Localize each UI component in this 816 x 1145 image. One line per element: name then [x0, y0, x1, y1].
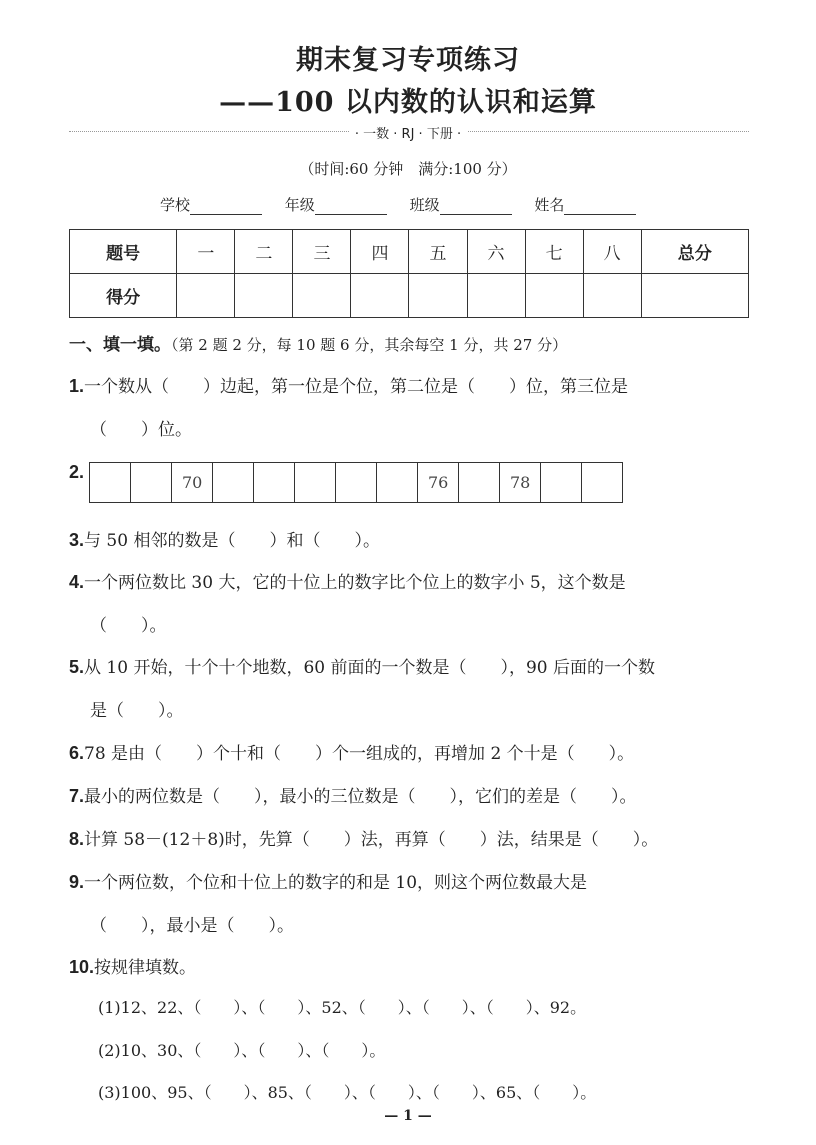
question-line	[69, 825, 658, 850]
question-text: 是（ ）。	[90, 701, 184, 721]
page-title: 期末复习专项练习	[296, 45, 520, 76]
question-line	[69, 868, 587, 893]
sequence-cell[interactable]	[459, 463, 500, 503]
score-header-cell: 一	[177, 230, 235, 274]
field-school[interactable]: 学校	[160, 194, 262, 215]
score-cell[interactable]	[641, 274, 748, 318]
question-number: 10.	[69, 957, 95, 977]
sequence-cell[interactable]	[295, 463, 336, 503]
question-text: 一个两位数比 30 大，它的十位上的数字比个位上的数字小 5，这个数是	[84, 573, 626, 593]
field-class[interactable]: 班级	[410, 194, 512, 215]
question-number: 6.	[69, 743, 85, 763]
question-line	[90, 911, 294, 936]
score-cell[interactable]	[467, 274, 525, 318]
score-row	[70, 274, 749, 318]
question-text: 一个数从（ ）边起，第一位是个位，第二位是（ ）位，第三位是	[84, 377, 629, 397]
question-number: 7.	[69, 786, 85, 806]
score-header-cell: 五	[409, 230, 467, 274]
score-cell[interactable]	[177, 274, 235, 318]
score-header-cell: 四	[351, 230, 409, 274]
score-row-label: 得分	[70, 274, 177, 318]
score-header-cell: 题号	[70, 230, 177, 274]
score-cell[interactable]	[525, 274, 583, 318]
sequence-cell[interactable]	[213, 463, 254, 503]
page-subtitle: ——100 以内数的认识和运算	[219, 87, 597, 118]
question-number: 1.	[69, 376, 85, 396]
edition-label: · 一数 · RJ · 下册 ·	[0, 123, 816, 142]
question-line	[90, 611, 167, 636]
score-cell[interactable]	[293, 274, 351, 318]
pattern-question: (2)10、30、（ ）、（ ）、（ ）。	[98, 1041, 386, 1060]
question-text: 78 是由（ ）个十和（ ）个一组成的，再增加 2 个十是（ ）。	[84, 744, 635, 764]
question-text: 最小的两位数是（ ），最小的三位数是（ ），它们的差是（ ）。	[84, 787, 637, 807]
score-header-cell: 七	[525, 230, 583, 274]
sequence-cell[interactable]	[582, 463, 623, 503]
section-1-heading: 一、填一填。（第 2 题 2 分，每 10 题 6 分，其余每空 1 分，共 27 分）	[69, 335, 568, 355]
sequence-cell[interactable]	[336, 463, 377, 503]
question-number: 5.	[69, 657, 85, 677]
pattern-question: (3)100、95、（ ）、85、（ ）、（ ）、（ ）、65、（ ）。	[98, 1083, 597, 1102]
question-number: 4.	[69, 572, 85, 592]
question-text: 从 10 开始，十个十个地数，60 前面的一个数是（ ），90 后面的一个数	[84, 658, 656, 678]
page-number: — 1 —	[384, 1108, 432, 1124]
score-cell[interactable]	[409, 274, 467, 318]
question-line	[69, 739, 634, 764]
sequence-cell[interactable]	[131, 463, 172, 503]
score-header-cell: 总分	[641, 230, 748, 274]
question-number: 2.	[69, 462, 85, 482]
sequence-cell[interactable]	[254, 463, 295, 503]
sequence-cell: 70	[172, 463, 213, 503]
question-line	[69, 526, 380, 551]
question-line	[69, 653, 655, 678]
question-number: 3.	[69, 530, 85, 550]
question-text: （ ），最小是（ ）。	[90, 916, 294, 936]
question-text: 按规律填数。	[94, 958, 197, 978]
score-header-cell: 八	[583, 230, 641, 274]
question-text: （ ）位。	[90, 420, 192, 440]
question-line	[69, 953, 196, 978]
question-line	[69, 782, 637, 807]
question-number: 8.	[69, 829, 85, 849]
score-header-cell: 二	[235, 230, 293, 274]
score-header-row	[70, 230, 749, 274]
score-cell[interactable]	[235, 274, 293, 318]
sequence-cell: 76	[418, 463, 459, 503]
pattern-question: (1)12、22、（ ）、（ ）、52、（ ）、（ ）、（ ）、92。	[98, 998, 587, 1017]
sequence-cell[interactable]	[377, 463, 418, 503]
sequence-cell: 78	[500, 463, 541, 503]
question-line	[90, 696, 184, 721]
question-line	[69, 372, 628, 397]
score-table	[69, 229, 749, 318]
student-fields	[160, 194, 654, 215]
score-header-cell: 六	[467, 230, 525, 274]
question-line	[69, 568, 626, 593]
sequence-cell[interactable]	[541, 463, 582, 503]
score-cell[interactable]	[351, 274, 409, 318]
score-cell[interactable]	[583, 274, 641, 318]
question-text: 一个两位数，个位和十位上的数字的和是 10，则这个两位数最大是	[84, 873, 588, 893]
exam-info: （时间:60 分钟 满分:100 分）	[299, 160, 517, 178]
question-text: 与 50 相邻的数是（ ）和（ ）。	[84, 531, 380, 551]
question-number: 9.	[69, 872, 85, 892]
score-header-cell: 三	[293, 230, 351, 274]
question-text: 计算 58－(12＋8)时，先算（ ）法，再算（ ）法，结果是（ ）。	[84, 830, 659, 850]
sequence-cell[interactable]	[90, 463, 131, 503]
question-text: （ ）。	[90, 616, 167, 636]
field-grade[interactable]: 年级	[285, 194, 387, 215]
number-sequence-grid	[89, 462, 623, 503]
question-line	[69, 462, 84, 483]
field-name[interactable]: 姓名	[534, 194, 636, 215]
question-line	[90, 415, 192, 440]
